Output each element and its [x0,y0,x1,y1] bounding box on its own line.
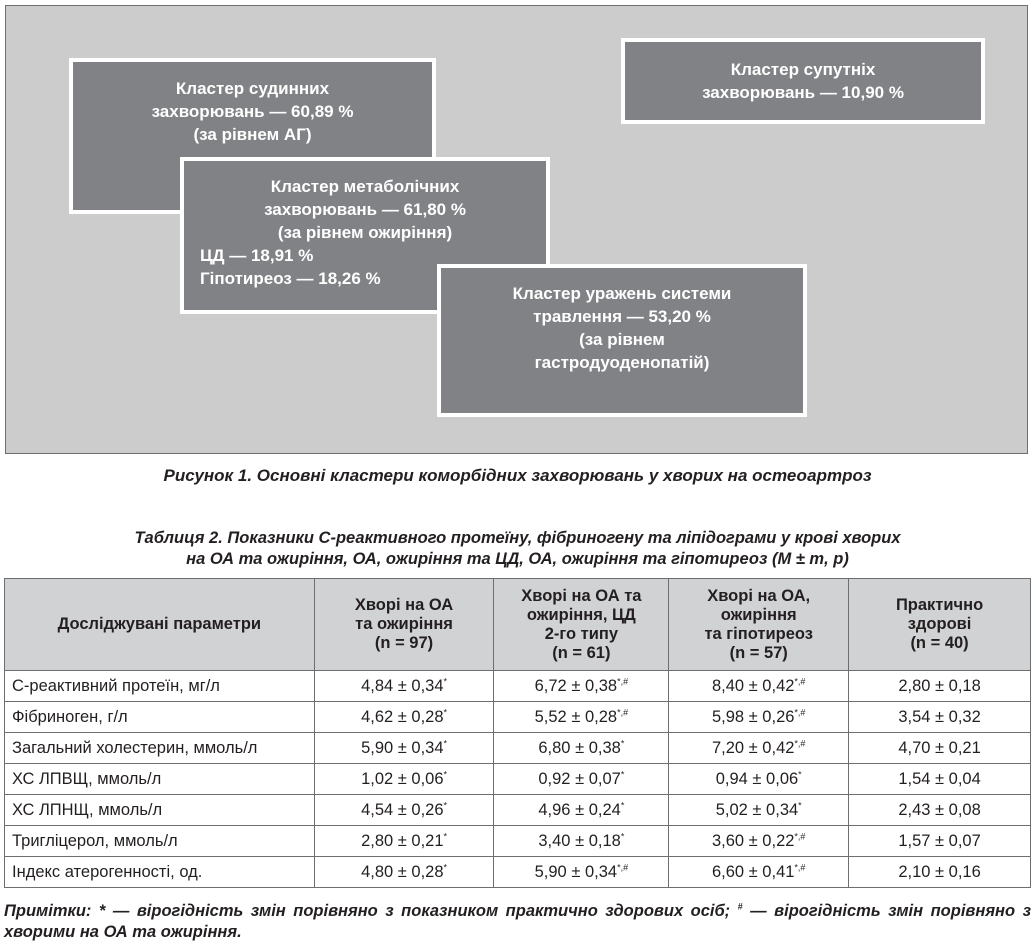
value-cell [669,795,849,826]
blood-parameters-table [4,578,1031,888]
significance-marker: * [620,831,625,841]
significance-marker: *,# [617,707,629,717]
concomitant-cluster-box [621,38,985,124]
table-row [5,733,1031,764]
cell-value: 5,52 ± 0,28 [534,707,618,726]
hash-mark: # [737,901,743,912]
column-header-parameters [5,579,315,671]
cell-value: 4,54 ± 0,26 [361,800,444,819]
value-cell [494,795,669,826]
value-cell [314,733,494,764]
significance-marker: * [443,676,448,686]
cell-value: 0,92 ± 0,07 [538,769,621,788]
cluster-line: ЦД — 18,91 % [200,246,314,265]
cell-value: 2,80 ± 0,21 [361,831,444,850]
cell-value: 4,70 ± 0,21 [898,738,981,757]
header-line: ожиріння, ЦД [526,605,636,624]
cell-value: 2,80 ± 0,18 [898,676,981,695]
value-cell [669,702,849,733]
column-header-oa-obesity-diabetes [494,579,669,671]
cluster-line: захворювань — 60,89 % [151,102,354,121]
significance-marker: *,# [617,862,629,872]
value-cell [669,733,849,764]
value-cell [314,795,494,826]
row-parameter-name: ХС ЛПВЩ, ммоль/л [5,764,315,795]
row-parameter-name: Загальний холестерин, ммоль/л [5,733,315,764]
header-line: (n = 40) [910,634,969,652]
cluster-line: Гіпотиреоз — 18,26 % [200,269,381,288]
notes-text: * — вірогідність змін порівняно з показником практично здорових осіб; [91,902,738,920]
value-cell [669,671,849,702]
column-header-oa-obesity-hypothyroidism [669,579,849,671]
header-line: та ожиріння [355,615,453,633]
cluster-line: (за рівнем АГ) [193,125,312,144]
notes-label: Примітки: [4,902,92,920]
cell-value: 1,02 ± 0,06 [361,769,444,788]
value-cell [849,733,1031,764]
value-cell [494,764,669,795]
significance-marker: *,# [794,707,806,717]
row-parameter-name: С-реактивний протеїн, мг/л [5,671,315,702]
cell-value: 1,54 ± 0,04 [898,769,981,788]
cell-value: 1,57 ± 0,07 [898,831,981,850]
significance-marker: * [443,862,448,872]
value-cell [494,733,669,764]
significance-marker: * [620,769,625,779]
value-cell [494,857,669,888]
cell-value: 2,43 ± 0,08 [898,800,981,819]
header-line: здорові [907,615,972,633]
significance-marker: * [620,738,625,748]
significance-marker: *,# [794,676,806,686]
cell-value: 4,84 ± 0,34 [361,676,444,695]
header-line: 2-го типу [544,624,619,643]
cell-value: 4,80 ± 0,28 [361,862,444,881]
cell-value: 6,72 ± 0,38 [534,676,618,695]
cell-value: 5,90 ± 0,34 [534,862,618,881]
value-cell [669,857,849,888]
cell-value: 3,60 ± 0,22 [711,831,795,850]
cluster-line: Кластер судинних [175,79,330,98]
significance-marker: *,# [794,831,806,841]
cell-value: 6,60 ± 0,41 [711,862,795,881]
value-cell [849,702,1031,733]
cluster-line: (за рівнем [579,330,665,349]
header-line: (n = 97) [374,634,434,652]
value-cell [849,671,1031,702]
significance-marker: *,# [794,738,806,748]
significance-marker: * [798,800,802,810]
column-header-healthy [849,579,1031,671]
cell-value: 3,54 ± 0,32 [898,707,981,726]
header-line: (n = 57) [729,643,788,662]
cluster-line: травлення — 53,20 % [533,307,711,326]
significance-marker: * [620,800,625,810]
value-cell [494,671,669,702]
cluster-line: гастродуоденопатій) [534,353,710,372]
cell-value: 5,02 ± 0,34 [715,800,799,819]
value-cell [314,671,494,702]
value-cell [849,795,1031,826]
cell-value: 4,62 ± 0,28 [361,707,444,726]
table-row [5,795,1031,826]
header-line: Досліджувані параметри [57,615,262,633]
value-cell [314,764,494,795]
value-cell [314,857,494,888]
cell-value: 6,80 ± 0,38 [538,738,621,757]
cell-value: 4,96 ± 0,24 [538,800,621,819]
cluster-line: Кластер уражень системи [512,284,732,303]
value-cell [314,826,494,857]
row-parameter-name: Фібриноген, г/л [5,702,315,733]
header-line: Хворі на ОА, [707,586,811,605]
significance-marker: * [443,800,448,810]
table-row [5,702,1031,733]
row-parameter-name: Тригліцерол, ммоль/л [5,826,315,857]
cell-value: 2,10 ± 0,16 [898,862,981,881]
cluster-line: Кластер супутніх [730,60,876,79]
significance-marker: *,# [794,862,806,872]
digestive-cluster-box [437,264,807,417]
cell-value: 5,98 ± 0,26 [711,707,795,726]
row-parameter-name: ХС ЛПНЩ, ммоль/л [5,795,315,826]
table-notes [4,901,1031,943]
value-cell [314,702,494,733]
notes-text: — вірогідність змін порівняно з хворими на ОА та ожиріння. [4,902,1031,941]
table-row [5,764,1031,795]
value-cell [669,826,849,857]
value-cell [849,764,1031,795]
column-header-oa-obesity [314,579,494,671]
value-cell [494,702,669,733]
cell-value: 0,94 ± 0,06 [715,769,799,788]
table-caption-line: Таблиця 2. Показники С-реактивного протеїну, фібриногену та ліпідограми у крові хворих [134,529,901,547]
table-header-row [5,579,1031,671]
cell-value: 3,40 ± 0,18 [538,831,621,850]
cell-value: 7,20 ± 0,42 [711,738,795,757]
row-parameter-name: Індекс атерогенності, од. [5,857,315,888]
header-line: ожиріння [720,605,797,624]
value-cell [494,826,669,857]
header-line: Практично [895,596,984,614]
value-cell [849,857,1031,888]
comorbidity-clusters-figure [5,5,1028,454]
significance-marker: * [443,707,448,717]
significance-marker: * [443,769,448,779]
significance-marker: *,# [617,676,629,686]
table-caption-line: на ОА та ожиріння, ОА, ожиріння та ЦД, ОА, ожиріння та гіпотиреоз (M ± m, p) [186,550,849,568]
value-cell [669,764,849,795]
significance-marker: * [443,831,448,841]
table-row [5,857,1031,888]
significance-marker: * [798,769,802,779]
table-caption [0,528,1035,570]
cluster-line: захворювань — 10,90 % [702,83,904,102]
table-row [5,671,1031,702]
value-cell [849,826,1031,857]
figure-caption: Рисунок 1. Основні кластери коморбідних захворювань у хворих на остеоартроз [163,466,872,485]
cluster-line: захворювань — 61,80 % [264,200,466,219]
header-line: Хворі на ОА [354,596,454,614]
header-line: та гіпотиреоз [704,624,813,643]
table-row [5,826,1031,857]
cell-value: 8,40 ± 0,42 [711,676,795,695]
header-line: Хворі на ОА та [521,586,642,605]
significance-marker: * [443,738,448,748]
cell-value: 5,90 ± 0,34 [361,738,444,757]
header-line: (n = 61) [552,643,611,662]
cluster-line: (за рівнем ожиріння) [277,223,453,242]
cluster-line: Кластер метаболічних [270,177,460,196]
